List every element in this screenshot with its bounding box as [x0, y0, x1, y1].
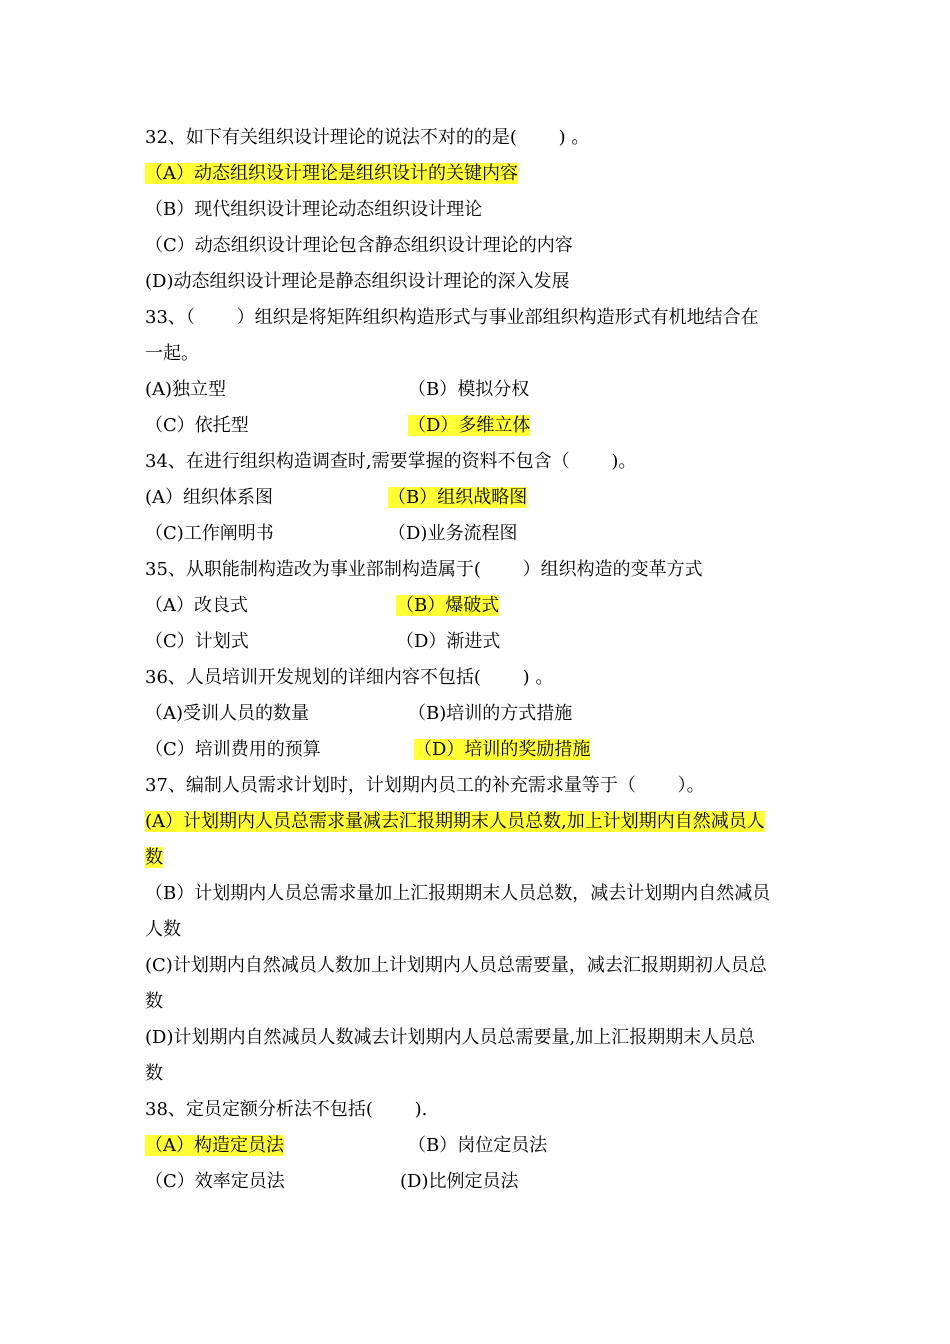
question-34-option-c: （C)工作阐明书 — [145, 523, 274, 544]
answer-highlight: （B）组织战略图 — [388, 487, 528, 508]
question-34-stem: 34、在进行组织构造调查时,需要掌握的资料不包含（ )。 — [145, 451, 637, 472]
question-33-option-a: (A)独立型 — [145, 379, 227, 400]
question-36-option-d — [414, 737, 590, 763]
question-36-stem: 36、人员培训开发规划的详细内容不包括( ) 。 — [145, 667, 554, 688]
answer-highlight: （D）培训的奖励措施 — [414, 739, 591, 760]
answer-highlight: （A）动态组织设计理论是组织设计的关键内容 — [145, 163, 518, 184]
question-35-option-a: （A）改良式 — [145, 595, 248, 616]
question-36-option-c: （C）培训费用的预算 — [145, 739, 321, 760]
question-32-option-b: （B）现代组织设计理论动态组织设计理论 — [145, 199, 483, 220]
question-34-option-b — [388, 485, 527, 511]
question-37-option-c: (C)计划期内自然减员人数加上计划期内人员总需要量，减去汇报期期初人员总 — [145, 955, 767, 976]
question-33-option-d — [408, 413, 530, 439]
question-37-option-c-continued: 数 — [145, 991, 163, 1012]
question-38-option-d: (D)比例定员法 — [400, 1171, 519, 1192]
question-38-option-a — [145, 1133, 284, 1159]
question-35-option-b — [396, 593, 499, 619]
question-37-option-b-continued: 人数 — [145, 919, 181, 940]
question-33-option-c: （C）依托型 — [145, 415, 249, 436]
question-38-stem: 38、定员定额分析法不包括( ). — [145, 1099, 428, 1120]
question-33-option-b: （B）模拟分权 — [408, 379, 530, 400]
question-32-stem: 32、如下有关组织设计理论的说法不对的的是( ) 。 — [145, 127, 590, 148]
question-38-option-c: （C）效率定员法 — [145, 1171, 285, 1192]
question-37-stem: 37、编制人员需求计划时，计划期内员工的补充需求量等于（ ）。 — [145, 775, 705, 796]
question-32-option-a — [145, 161, 518, 187]
question-38-option-b: （B）岗位定员法 — [408, 1135, 548, 1156]
answer-highlight: 数 — [145, 847, 163, 868]
answer-highlight: （A）构造定员法 — [145, 1135, 284, 1156]
question-37-option-a-continued — [145, 845, 163, 871]
answer-highlight: （D）多维立体 — [408, 415, 531, 436]
question-34-option-a: (A）组织体系图 — [145, 487, 274, 508]
question-32-option-c: （C）动态组织设计理论包含静态组织设计理论的内容 — [145, 235, 573, 256]
question-35-stem: 35、从职能制构造改为事业部制构造属于( ）组织构造的变革方式 — [145, 559, 703, 580]
question-36-option-a: （A)受训人员的数量 — [145, 703, 310, 724]
question-33-stem: 33、（ ）组织是将矩阵组织构造形式与事业部组织构造形式有机地结合在 — [145, 307, 759, 328]
question-35-option-c: （C）计划式 — [145, 631, 249, 652]
question-37-option-d: (D)计划期内自然减员人数减去计划期内人员总需要量,加上汇报期期末人员总 — [145, 1027, 756, 1048]
question-33-stem-continued: 一起。 — [145, 343, 199, 364]
answer-highlight: （B）爆破式 — [396, 595, 500, 616]
answer-highlight: (A）计划期内人员总需求量减去汇报期期末人员总数,加上计划期内自然减员人 — [145, 811, 765, 832]
question-32-option-d: (D)动态组织设计理论是静态组织设计理论的深入发展 — [145, 271, 570, 292]
question-35-option-d: （D）渐进式 — [396, 631, 501, 652]
question-37-option-a — [145, 809, 765, 835]
question-36-option-b: （B)培训的方式措施 — [408, 703, 573, 724]
question-34-option-d: （D)业务流程图 — [388, 523, 518, 544]
question-37-option-b: （B）计划期内人员总需求量加上汇报期期末人员总数，减去计划期内自然减员 — [145, 883, 771, 904]
question-37-option-d-continued: 数 — [145, 1063, 163, 1084]
